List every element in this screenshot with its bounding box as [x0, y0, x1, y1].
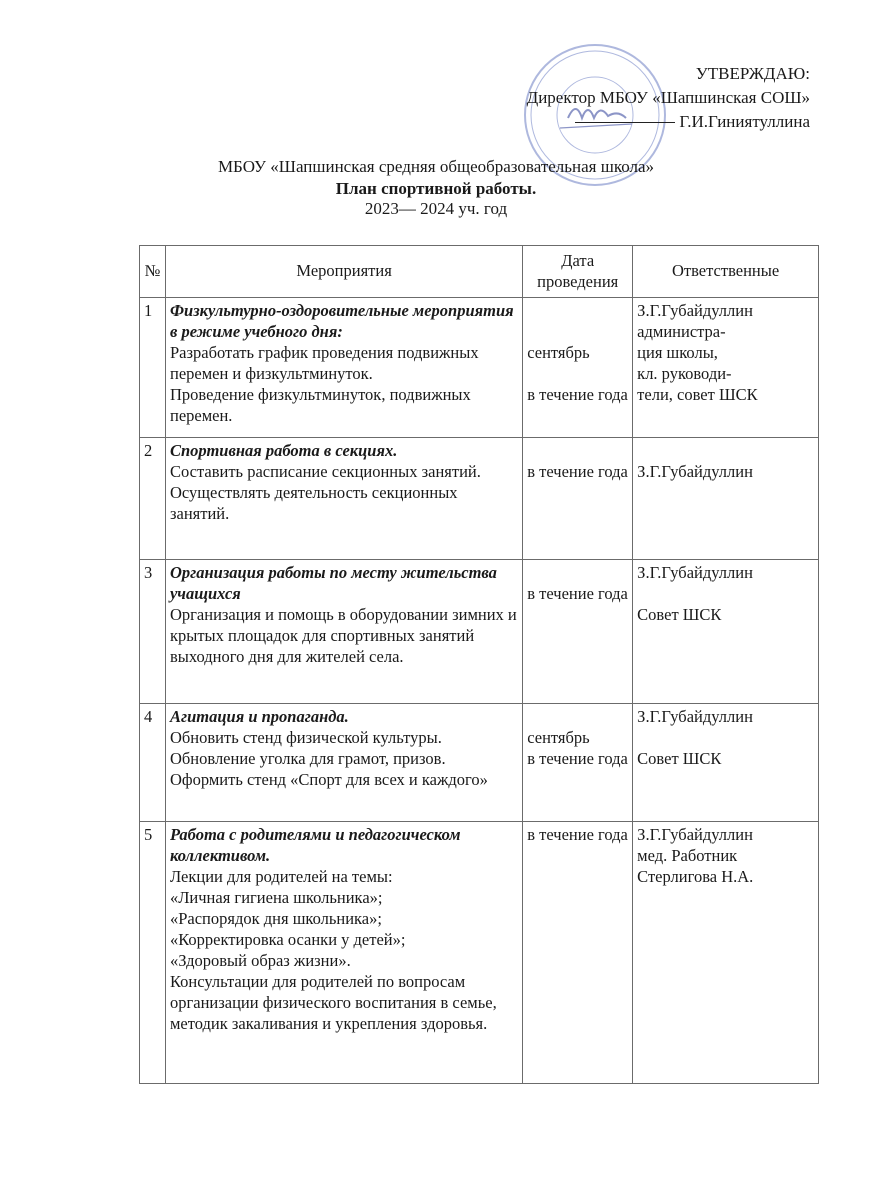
approval-position: Директор МБОУ «Шапшинская СОШ»: [526, 88, 810, 107]
date-cell: [523, 560, 633, 704]
document-title: План спортивной работы.: [335, 179, 537, 198]
date-text: в течение года: [527, 584, 628, 603]
event-heading: Агитация и пропаганда.: [169, 707, 349, 726]
date-cell: [523, 298, 633, 438]
responsible-line: Совет ШСК: [637, 605, 722, 624]
responsible-line: З.Г.Губайдуллин: [637, 825, 753, 844]
event-heading: Спортивная работа в секциях.: [169, 441, 398, 460]
event-line: «Здоровый образ жизни».: [169, 951, 351, 970]
table-row: [140, 822, 819, 1084]
event-line: Оформить стенд «Спорт для всех и каждого»: [169, 770, 488, 789]
date-text: в течение года: [527, 462, 628, 481]
approval-title: УТВЕРЖДАЮ:: [695, 64, 810, 83]
responsible-line: Стерлигова Н.А.: [637, 867, 754, 886]
responsible-line: З.Г.Губайдуллин: [637, 301, 753, 320]
date-cell: [523, 438, 633, 560]
event-line: Консультации для родителей по вопросам организации физического воспитания в семье, методик закаливания и укрепления здоровья.: [169, 972, 497, 1033]
responsible-cell: [633, 560, 819, 704]
event-line: «Корректировка осанки у детей»;: [169, 930, 406, 949]
responsible-line: администра-: [637, 322, 726, 341]
row-number: 1: [140, 298, 166, 438]
sports-plan-table: [139, 245, 819, 1084]
responsible-line: З.Г.Губайдуллин: [637, 563, 753, 582]
column-header-date: Дата проведения: [523, 246, 633, 298]
table-row: [140, 438, 819, 560]
event-heading: Физкультурно-оздоровительные мероприятия в режиме учебного дня:: [169, 301, 514, 341]
approval-name: Г.И.Гиниятуллина: [679, 112, 810, 131]
row-number: 3: [140, 560, 166, 704]
responsible-line: тели, совет ШСК: [637, 385, 758, 404]
row-number: 4: [140, 704, 166, 822]
responsible-cell: [633, 438, 819, 560]
table-row: [140, 560, 819, 704]
org-name: МБОУ «Шапшинская средняя общеобразовательная школа»: [217, 157, 655, 176]
responsible-line: ция школы,: [637, 343, 718, 362]
approval-signature-line: [527, 110, 810, 134]
signature-underline: [575, 122, 675, 123]
event-line: Лекции для родителей на темы:: [169, 867, 393, 886]
event-line: Составить расписание секционных занятий.: [169, 462, 481, 481]
approval-block: [527, 62, 810, 134]
event-heading: Организация работы по месту жительства учащихся: [169, 563, 497, 603]
date-text: в течение года: [527, 385, 628, 404]
date-text: в течение года: [527, 825, 628, 844]
event-cell: [165, 298, 522, 438]
row-number: 2: [140, 438, 166, 560]
academic-year: 2023— 2024 уч. год: [364, 199, 508, 218]
table-row: [140, 704, 819, 822]
event-cell: [165, 822, 522, 1084]
responsible-line: мед. Работник: [637, 846, 738, 865]
date-text: в течение года: [527, 749, 628, 768]
column-header-responsible: Ответственные: [633, 246, 819, 298]
event-line: Разработать график проведения подвижных перемен и физкультминуток.: [169, 343, 479, 383]
event-line: Организация и помощь в оборудовании зимних и крытых площадок для спортивных занятий выходного дня для жителей села.: [169, 605, 517, 666]
event-line: Проведение физкультминуток, подвижных перемен.: [169, 385, 471, 425]
event-line: «Распорядок дня школьника»;: [169, 909, 382, 928]
responsible-line: кл. руководи-: [637, 364, 732, 383]
column-header-number: №: [140, 246, 166, 298]
event-line: «Личная гигиена школьника»;: [169, 888, 383, 907]
date-cell: [523, 704, 633, 822]
responsible-cell: [633, 298, 819, 438]
date-cell: [523, 822, 633, 1084]
responsible-line: З.Г.Губайдуллин: [637, 462, 753, 481]
event-line: Обновление уголка для грамот, призов.: [169, 749, 446, 768]
date-text: сентябрь: [527, 343, 590, 362]
table-row: [140, 298, 819, 438]
event-cell: [165, 704, 522, 822]
responsible-line: Совет ШСК: [637, 749, 722, 768]
date-text: сентябрь: [527, 728, 590, 747]
event-line: Обновить стенд физической культуры.: [169, 728, 442, 747]
event-cell: [165, 560, 522, 704]
event-cell: [165, 438, 522, 560]
table-header-row: [140, 246, 819, 298]
event-line: Осуществлять деятельность секционных занятий.: [169, 483, 458, 523]
event-heading: Работа с родителями и педагогическом коллективом.: [169, 825, 461, 865]
column-header-events: Мероприятия: [165, 246, 522, 298]
responsible-cell: [633, 822, 819, 1084]
responsible-cell: [633, 704, 819, 822]
row-number: 5: [140, 822, 166, 1084]
responsible-line: З.Г.Губайдуллин: [637, 707, 753, 726]
